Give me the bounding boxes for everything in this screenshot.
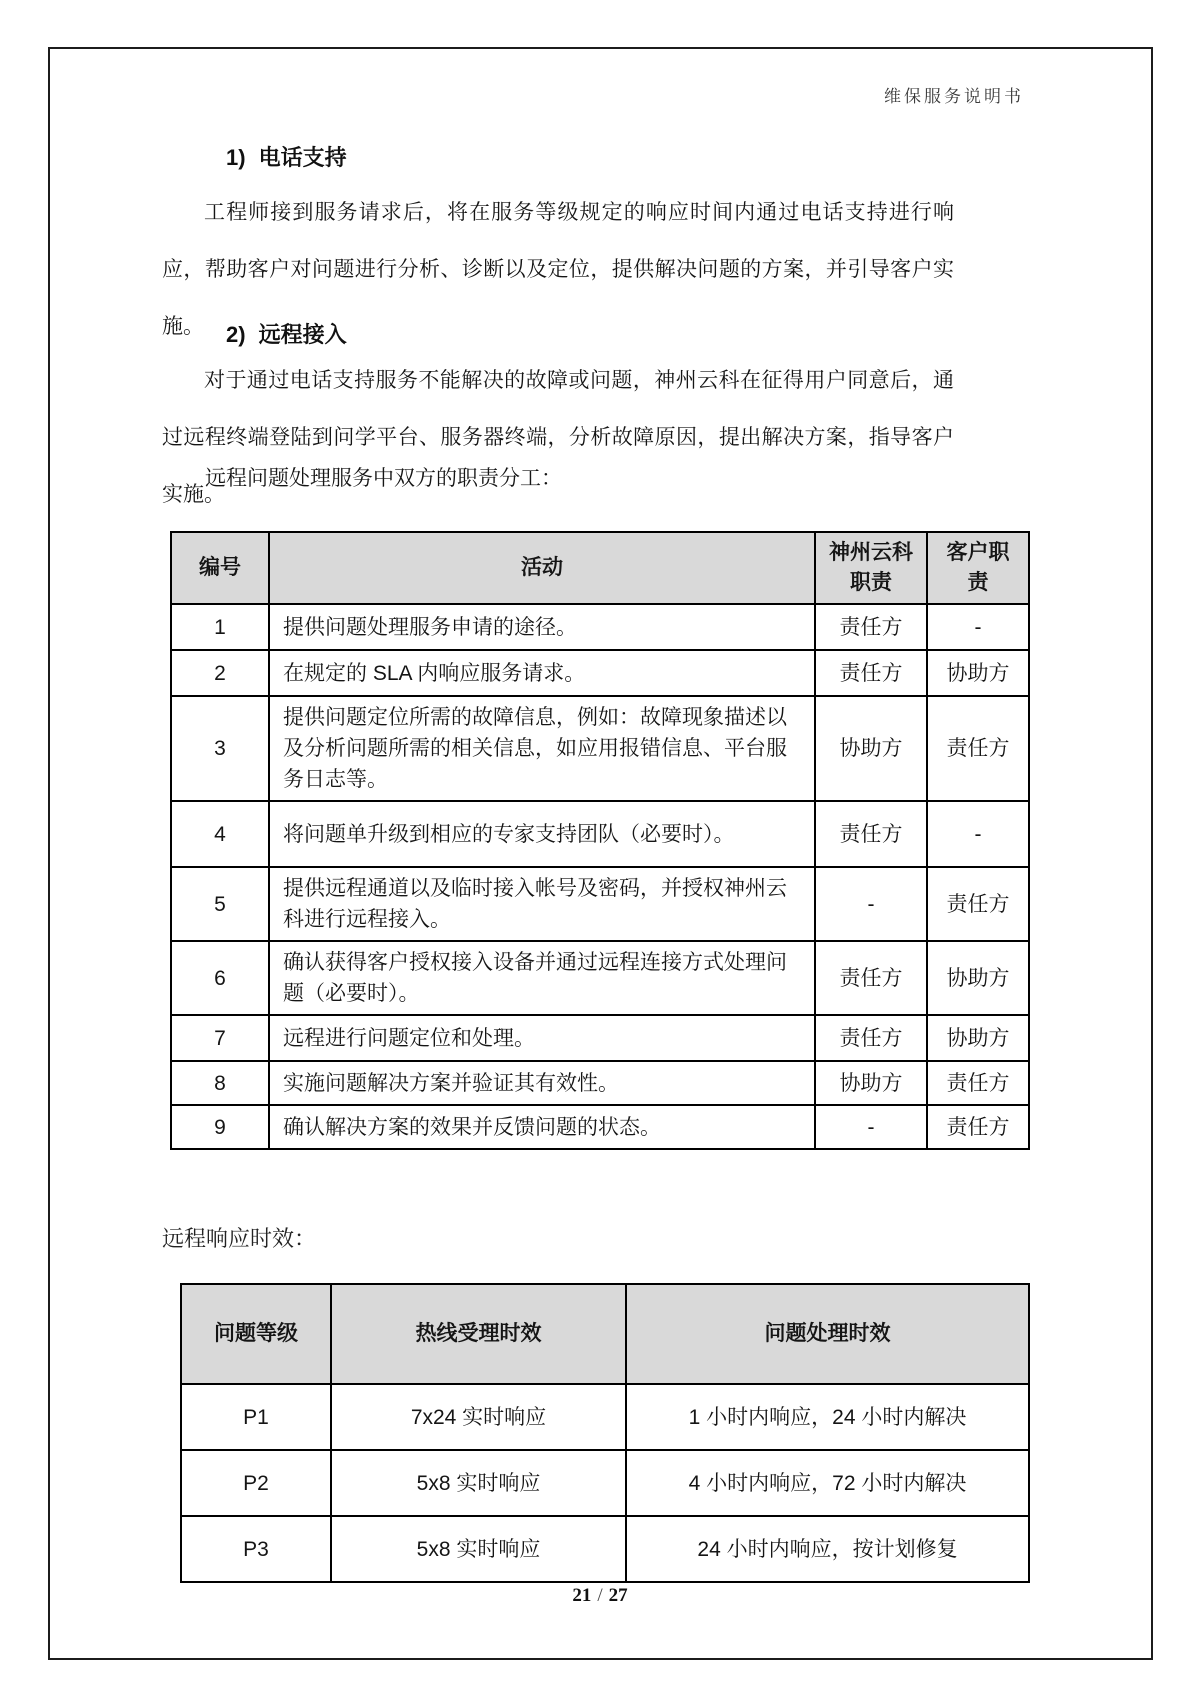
duty-header-activity: 活动 xyxy=(269,532,815,604)
sla-header-handling: 问题处理时效 xyxy=(626,1284,1029,1384)
page-number-separator: / xyxy=(597,1585,603,1606)
duty-table-row xyxy=(171,1015,1029,1061)
sla-header-hotline: 热线受理时效 xyxy=(331,1284,626,1384)
sla-section-label: 远程响应时效： xyxy=(162,1226,317,1251)
duty-cell-vendor-duty: 责任方 xyxy=(815,1015,927,1061)
duty-cell-customer-duty: - xyxy=(927,604,1029,650)
duty-cell-customer-duty: 协助方 xyxy=(927,941,1029,1015)
section-2-paragraph: 对于通过电话支持服务不能解决的故障或问题，神州云科在征得用户同意后，通过远程终端登陆到问学平台、服务器终端，分析故障原因，提出解决方案，指导客户实施。 xyxy=(162,369,954,506)
duty-cell-no: 8 xyxy=(171,1061,269,1105)
section-2-title: 远程接入 xyxy=(258,322,347,347)
duty-cell-customer-duty: 协助方 xyxy=(927,1015,1029,1061)
duty-cell-no: 4 xyxy=(171,801,269,867)
duty-cell-activity: 确认获得客户授权接入设备并通过远程连接方式处理问题（必要时）。 xyxy=(269,941,815,1015)
duty-table-row xyxy=(171,604,1029,650)
sla-table-header-row xyxy=(181,1284,1029,1384)
duty-cell-activity: 提供问题定位所需的故障信息，例如：故障现象描述以及分析问题所需的相关信息，如应用报错信息、平台服务日志等。 xyxy=(269,696,815,801)
duty-cell-activity: 远程进行问题定位和处理。 xyxy=(269,1015,815,1061)
duty-cell-activity: 确认解决方案的效果并反馈问题的状态。 xyxy=(269,1105,815,1149)
duty-cell-customer-duty: 责任方 xyxy=(927,696,1029,801)
page-number-total: 27 xyxy=(608,1585,628,1606)
duty-cell-activity: 实施问题解决方案并验证其有效性。 xyxy=(269,1061,815,1105)
duty-cell-customer-duty: 责任方 xyxy=(927,1105,1029,1149)
section-1-heading xyxy=(226,141,347,172)
sla-table-row xyxy=(181,1450,1029,1516)
duty-cell-customer-duty: 责任方 xyxy=(927,867,1029,941)
duty-cell-no: 1 xyxy=(171,604,269,650)
duty-table-row xyxy=(171,867,1029,941)
doc-header-title: 维保服务说明书 xyxy=(884,87,1024,106)
section-2-heading xyxy=(226,318,347,349)
duty-cell-no: 6 xyxy=(171,941,269,1015)
duty-table xyxy=(170,531,1030,1150)
sla-cell-hotline: 7x24 实时响应 xyxy=(331,1384,626,1450)
duty-cell-vendor-duty: 责任方 xyxy=(815,604,927,650)
duty-cell-vendor-duty: 责任方 xyxy=(815,801,927,867)
page-number-current: 21 xyxy=(572,1585,592,1606)
duty-header-customer: 客户职责 xyxy=(927,532,1029,604)
duty-cell-activity: 提供远程通道以及临时接入帐号及密码，并授权神州云科进行远程接入。 xyxy=(269,867,815,941)
duty-table-row xyxy=(171,696,1029,801)
duty-cell-no: 3 xyxy=(171,696,269,801)
duty-table-row xyxy=(171,801,1029,867)
duty-header-no: 编号 xyxy=(171,532,269,604)
sla-cell-handling: 1 小时内响应，24 小时内解决 xyxy=(626,1384,1029,1450)
page-number xyxy=(0,1585,1200,1607)
duty-cell-customer-duty: 协助方 xyxy=(927,650,1029,696)
sla-table-row xyxy=(181,1516,1029,1582)
duty-cell-activity: 将问题单升级到相应的专家支持团队（必要时）。 xyxy=(269,801,815,867)
duty-header-vendor: 神州云科职责 xyxy=(815,532,927,604)
duty-cell-vendor-duty: 协助方 xyxy=(815,1061,927,1105)
sla-header-level: 问题等级 xyxy=(181,1284,331,1384)
duty-table-header-row xyxy=(171,532,1029,604)
duty-cell-vendor-duty: - xyxy=(815,867,927,941)
duty-cell-customer-duty: - xyxy=(927,801,1029,867)
duty-cell-no: 5 xyxy=(171,867,269,941)
duty-cell-customer-duty: 责任方 xyxy=(927,1061,1029,1105)
duty-table-row xyxy=(171,1061,1029,1105)
duty-cell-activity: 提供问题处理服务申请的途径。 xyxy=(269,604,815,650)
sla-cell-hotline: 5x8 实时响应 xyxy=(331,1516,626,1582)
sla-cell-handling: 24 小时内响应，按计划修复 xyxy=(626,1516,1029,1582)
duty-cell-no: 2 xyxy=(171,650,269,696)
duty-table-row xyxy=(171,1105,1029,1149)
section-2-number: 2) xyxy=(226,322,246,347)
sla-cell-handling: 4 小时内响应，72 小时内解决 xyxy=(626,1450,1029,1516)
section-1-paragraph: 工程师接到服务请求后，将在服务等级规定的响应时间内通过电话支持进行响应，帮助客户对问题进行分析、诊断以及定位，提供解决问题的方案，并引导客户实施。 xyxy=(162,201,954,338)
section-1-number: 1) xyxy=(226,145,246,170)
sla-cell-level: P1 xyxy=(181,1384,331,1450)
duty-cell-vendor-duty: 协助方 xyxy=(815,696,927,801)
duty-cell-activity: 在规定的 SLA 内响应服务请求。 xyxy=(269,650,815,696)
duty-table-row xyxy=(171,650,1029,696)
duty-cell-vendor-duty: 责任方 xyxy=(815,650,927,696)
sla-cell-level: P2 xyxy=(181,1450,331,1516)
duty-cell-no: 7 xyxy=(171,1015,269,1061)
duty-cell-vendor-duty: 责任方 xyxy=(815,941,927,1015)
duty-cell-vendor-duty: - xyxy=(815,1105,927,1149)
duty-cell-no: 9 xyxy=(171,1105,269,1149)
sla-cell-level: P3 xyxy=(181,1516,331,1582)
sla-cell-hotline: 5x8 实时响应 xyxy=(331,1450,626,1516)
section-1-title: 电话支持 xyxy=(258,145,347,170)
sla-table xyxy=(180,1283,1030,1583)
duty-table-row xyxy=(171,941,1029,1015)
duty-table-intro: 远程问题处理服务中双方的职责分工： xyxy=(205,467,562,490)
sla-table-row xyxy=(181,1384,1029,1450)
